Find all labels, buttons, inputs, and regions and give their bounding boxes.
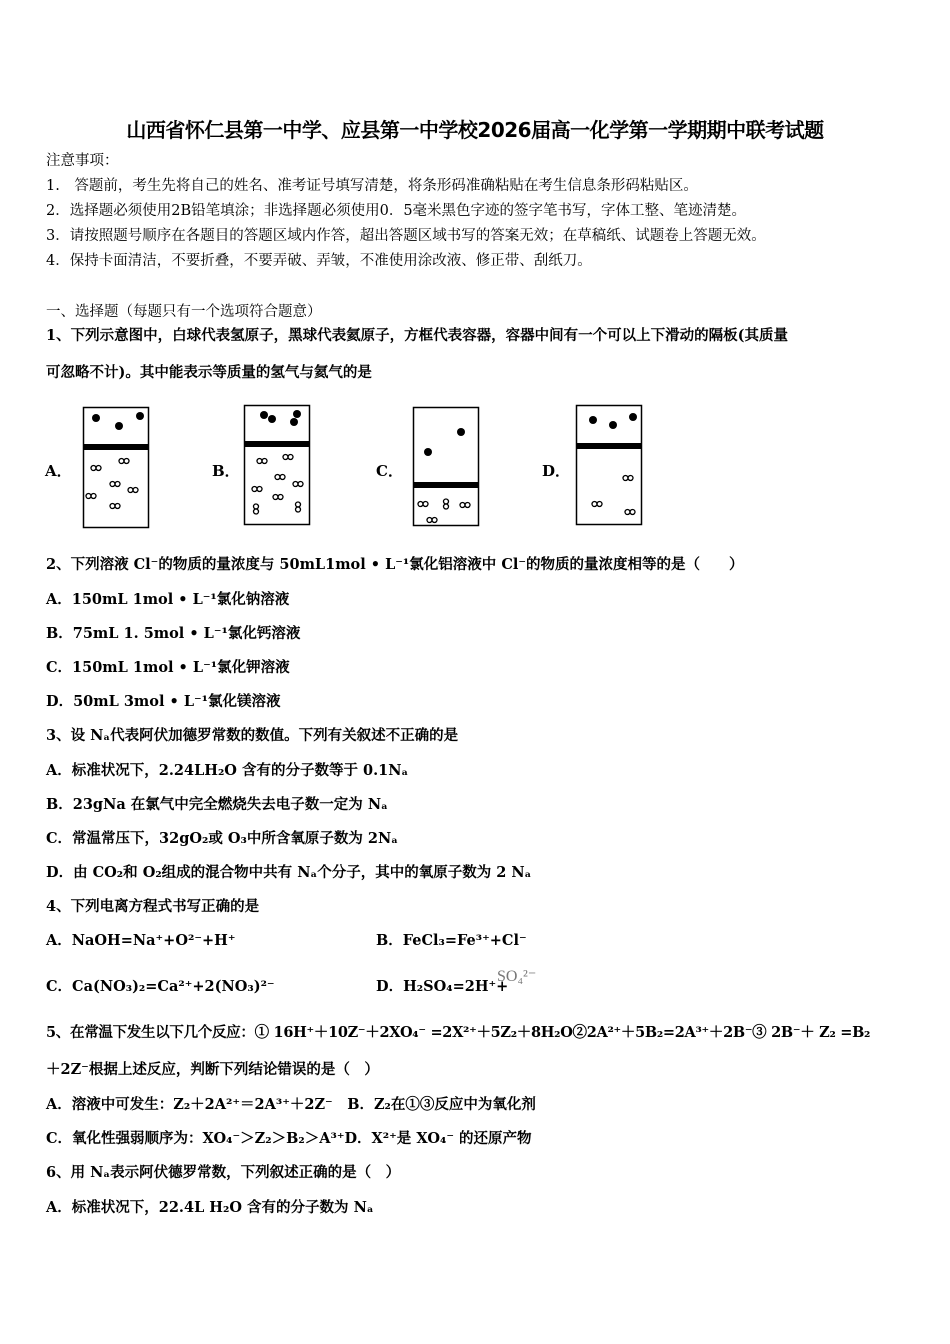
q1-option-c-label: C． bbox=[376, 462, 403, 480]
q4-option: D．H₂SO₄=2H⁺+ bbox=[376, 978, 509, 995]
notice-item: 2．选择题必须使用2B铅笔填涂；非选择题必须使用0．5毫米黑色字迹的签字笔书写，字体工整、笔迹清楚。 bbox=[46, 203, 747, 219]
q5-stem-cont: ＋2Z⁻根据上述反应，判断下列结论错误的是（ ） bbox=[46, 1061, 379, 1078]
diagram-c bbox=[413, 408, 479, 526]
q2-option: D．50mL 3mol • L⁻¹氯化镁溶液 bbox=[46, 693, 281, 710]
q5-option: A．溶液中可发生：Z₂＋2A²⁺＝2A³⁺＋2Z⁻ B．Z₂在①③反应中为氧化剂 bbox=[46, 1096, 536, 1113]
q5-stem: 5、在常温下发生以下几个反应：① 16H⁺＋10Z⁻＋2XO₄⁻ =2X²⁺＋5Z₂＋8H₂O②2A²⁺＋5B₂=2A³⁺＋2B⁻③ 2B⁻＋ Z₂ =B₂ bbox=[46, 1024, 871, 1041]
container-diagrams bbox=[0, 0, 950, 540]
q4-option: A．NaOH=Na⁺+O²⁻+H⁺ bbox=[46, 932, 236, 949]
q5-option: C．氧化性强弱顺序为：XO₄⁻＞Z₂＞B₂＞A³⁺D．X²⁺是 XO₄⁻ 的还原产物 bbox=[46, 1130, 532, 1147]
q4-option: B．FeCl₃=Fe³⁺+Cl⁻ bbox=[376, 932, 527, 949]
q3-option: B．23gNa 在氯气中完全燃烧失去电子数一定为 Nₐ bbox=[46, 796, 388, 813]
notice-item: 4．保持卡面清洁，不要折叠，不要弄破、弄皱，不准使用涂改液、修正带、刮纸刀。 bbox=[46, 253, 592, 269]
notice-item: 3．请按照题号顺序在各题目的答题区域内作答，超出答题区域书写的答案无效；在草稿纸、试题卷上答题无效。 bbox=[46, 228, 766, 244]
q1-option-d-label: D． bbox=[542, 462, 571, 480]
notice-heading: 注意事项： bbox=[46, 153, 119, 169]
q2-option: A．150mL 1mol • L⁻¹氯化钠溶液 bbox=[46, 591, 290, 608]
q3-option: C．常温常压下，32gO₂或 O₃中所含氧原子数为 2Nₐ bbox=[46, 830, 399, 847]
q1-stem-cont: 可忽略不计)。其中能表示等质量的氢气与氦气的是 bbox=[46, 364, 372, 381]
q4-stem: 4、下列电离方程式书写正确的是 bbox=[46, 898, 260, 915]
q3-option: A．标准状况下，2.24LH₂O 含有的分子数等于 0.1Nₐ bbox=[46, 762, 409, 779]
q4-option: C．Ca(NO₃)₂=Ca²⁺+2(NO₃)²⁻ bbox=[46, 978, 275, 995]
q1-option-b-label: B． bbox=[212, 462, 240, 480]
page-title: 山西省怀仁县第一中学、应县第一中学校2026届高一化学第一学期期中联考试题 bbox=[126, 118, 824, 142]
q1-option-a-label: A． bbox=[45, 462, 72, 480]
q2-option: B．75mL 1. 5mol • L⁻¹氯化钙溶液 bbox=[46, 625, 301, 642]
q6-stem: 6、用 Nₐ表示阿伏德罗常数，下列叙述正确的是（ ） bbox=[46, 1164, 401, 1181]
sulfate-ion-formula: SO₄²⁻ bbox=[497, 968, 537, 985]
diagram-a bbox=[83, 408, 149, 528]
q3-stem: 3、设 Nₐ代表阿伏加德罗常数的数值。下列有关叙述不正确的是 bbox=[46, 727, 459, 744]
q1-stem: 1、下列示意图中，白球代表氢原子，黑球代表氦原子，方框代表容器，容器中间有一个可以上下滑动的隔板(其质量 bbox=[46, 327, 788, 344]
q2-option: C．150mL 1mol • L⁻¹氯化钾溶液 bbox=[46, 659, 290, 676]
notice-item: 1. 答题前，考生先将自己的姓名、准考证号填写清楚，将条形码准确粘贴在考生信息条形码粘贴区。 bbox=[46, 178, 698, 194]
q6-option: A．标准状况下，22.4L H₂O 含有的分子数为 Nₐ bbox=[46, 1199, 374, 1216]
q3-option: D．由 CO₂和 O₂组成的混合物中共有 Nₐ个分子，其中的氧原子数为 2 Nₐ bbox=[46, 864, 532, 881]
q2-stem: 2、下列溶液 Cl⁻的物质的量浓度与 50mL1mol • L⁻¹氯化铝溶液中 Cl⁻的物质的量浓度相等的是（ ） bbox=[46, 556, 744, 573]
section-heading: 一、选择题（每题只有一个选项符合题意） bbox=[46, 304, 322, 320]
diagram-d bbox=[576, 406, 642, 525]
diagram-b bbox=[244, 406, 310, 525]
